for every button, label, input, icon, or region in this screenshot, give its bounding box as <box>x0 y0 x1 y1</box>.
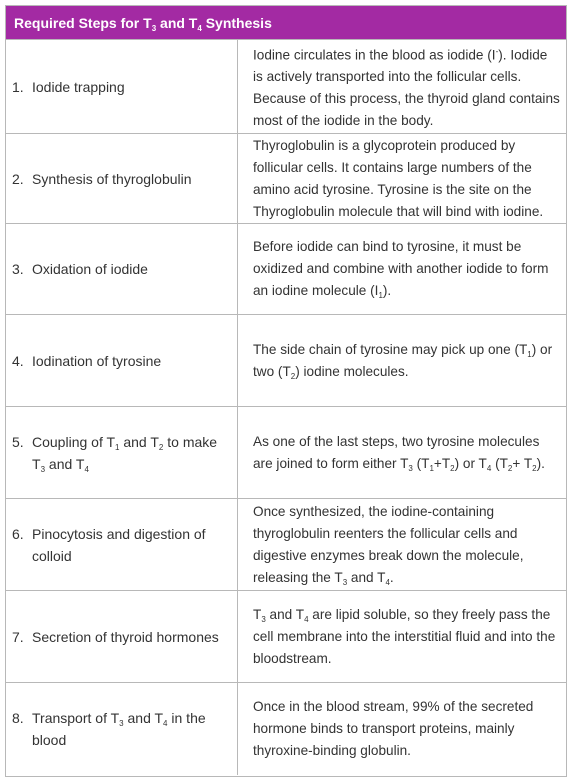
step-number: 2. <box>12 170 24 187</box>
step-description: Once in the blood stream, 99% of the secreted hormone binds to transport proteins, mainly thyroxine-binding globulin. <box>253 699 534 758</box>
header-title: Required Steps for $T_3$ and $T_4$ Synthesis <box>14 14 272 33</box>
step-description: Before iodide can bind to tyrosine, it must be oxidized and combine with another iodide to form an iodine molecule $(I_1)$. <box>253 239 549 300</box>
table-row <box>6 39 566 133</box>
step-cell <box>6 134 238 223</box>
description-cell <box>238 224 566 314</box>
table-row <box>6 406 566 498</box>
step-cell <box>6 315 238 406</box>
table-row <box>6 498 566 590</box>
step-cell <box>6 499 238 590</box>
step-description: The side chain of tyrosine may pick up one $(T_1)$ or two $(T_2)$ iodine molecules. <box>253 341 553 381</box>
description-cell <box>238 591 566 682</box>
step-cell <box>6 591 238 682</box>
step-number: 6. <box>12 525 24 542</box>
step-number: 7. <box>12 628 24 645</box>
synthesis-steps-table <box>5 5 567 777</box>
step-description: As one of the last steps, two tyrosine molecules are joined to form either $T_3$ $(T_1+T_2)$ or $T_4$ $(T_2+ T_2)$. <box>253 433 545 473</box>
step-name: Synthesis of thyroglobulin <box>32 170 192 187</box>
step-name: Iodide trapping <box>32 78 125 95</box>
table-row <box>6 314 566 406</box>
description-cell <box>238 407 566 498</box>
step-cell <box>6 407 238 498</box>
step-description: Iodine circulates in the blood as iodide (I-). Iodide is actively transported into the follicular cells. Because of this process, the thyroid gland contains most of the iodide in the body. <box>253 46 560 129</box>
step-number: 5. <box>12 433 24 450</box>
description-cell <box>238 683 566 775</box>
step-cell <box>6 40 238 133</box>
step-name: Pinocytosis and digestion of colloid <box>32 525 206 564</box>
table-row <box>6 682 566 775</box>
step-cell <box>6 224 238 314</box>
step-name: Transport of $T_3$ and $T_4$ in the blood <box>32 710 206 748</box>
table-row <box>6 223 566 314</box>
table-row <box>6 133 566 223</box>
step-number: 1. <box>12 78 24 95</box>
step-number: 8. <box>12 710 24 726</box>
step-number: 4. <box>12 352 24 369</box>
step-number: 3. <box>12 261 24 277</box>
step-name: Coupling of $T_1$ and $T_2$ to make $T_3$ and $T_4$ <box>32 433 218 474</box>
description-cell <box>238 499 566 590</box>
step-description: Thyroglobulin is a glycoprotein produced by follicular cells. It contains large numbers of the amino acid tyrosine. Tyrosine is the site on the Thyroglobulin molecule that will bind with iodine. <box>253 137 544 219</box>
table-header <box>6 6 566 39</box>
description-cell <box>238 315 566 406</box>
step-description: $T_3$ and $T_4$ are lipid soluble, so they freely pass the cell membrane into the interstitial fluid and into the bloodstream. <box>253 606 556 666</box>
table-row <box>6 590 566 682</box>
step-description: Once synthesized, the iodine-containing thyroglobulin reenters the follicular cells and digestive enzymes break down the molecule, releasing the $T_3$ and $T_4$. <box>253 503 524 587</box>
description-cell <box>238 134 566 223</box>
step-name: Iodination of tyrosine <box>32 352 162 369</box>
step-name: Oxidation of iodide <box>32 261 148 277</box>
step-name: Secretion of thyroid hormones <box>32 628 219 645</box>
description-cell <box>238 40 566 133</box>
step-cell <box>6 683 238 775</box>
